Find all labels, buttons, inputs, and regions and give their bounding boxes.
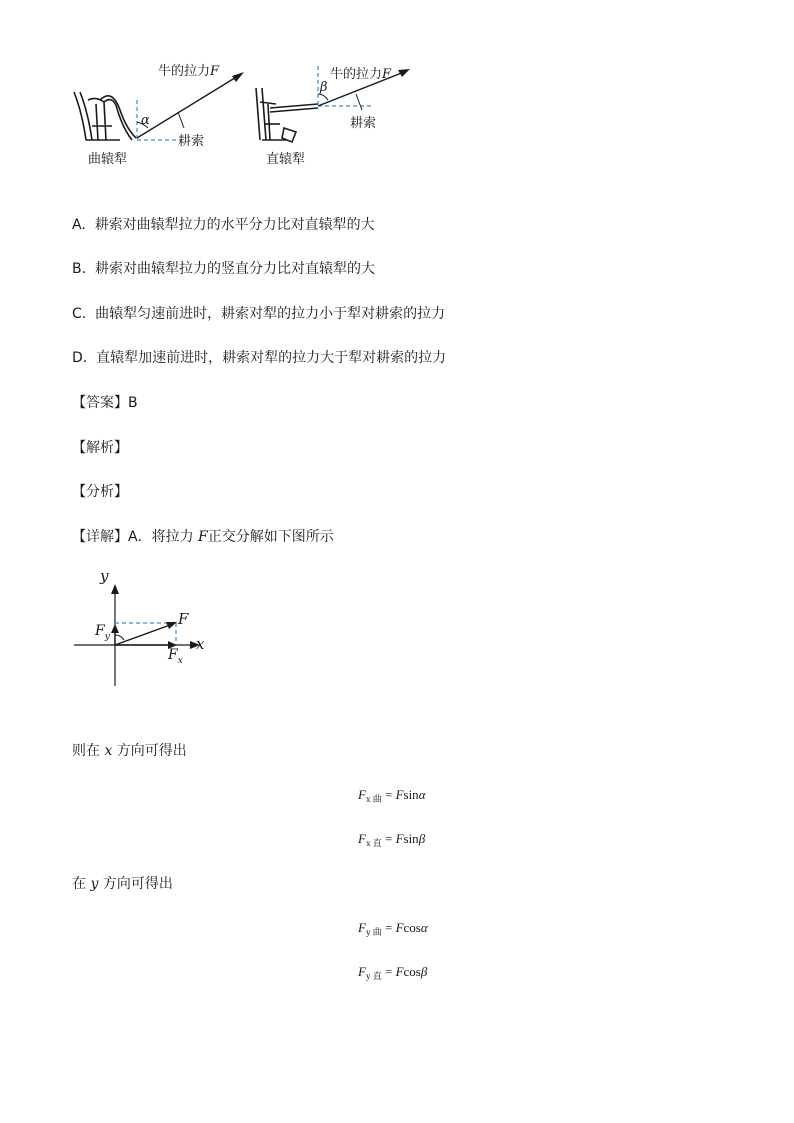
option-d-text: 直辕犁加速前进时，耕索对犁的拉力大于犁对耕索的拉力 bbox=[96, 350, 447, 366]
eq3-sub: y 曲 bbox=[365, 927, 382, 937]
right-angle-label: β bbox=[320, 80, 328, 95]
x-axis-label: x bbox=[196, 635, 205, 653]
f-vector bbox=[115, 625, 170, 645]
option-a-letter: A. bbox=[72, 217, 86, 233]
answer-value: B bbox=[128, 395, 138, 411]
equation-fy-straight: $F_{y 直} = Fcos\beta$ bbox=[358, 964, 428, 981]
detail-symbol: F bbox=[198, 529, 208, 545]
eq2-sub: x 直 bbox=[365, 838, 382, 848]
fenxi-tag: 【分析】 bbox=[72, 484, 128, 500]
f-label: F bbox=[178, 610, 189, 628]
analysis-tag: 【解析】 bbox=[72, 440, 128, 456]
eq1-sub: x 曲 bbox=[365, 794, 382, 804]
option-c-letter: C. bbox=[72, 306, 87, 322]
eq2-func: sin bbox=[403, 831, 419, 846]
eq3-angle: α bbox=[420, 920, 428, 935]
option-b-text: 耕索对曲辕犁拉力的竖直分力比对直辕犁的大 bbox=[94, 261, 375, 277]
detail-tail: 正交分解如下图所示 bbox=[207, 529, 334, 545]
y-axis-arrowhead bbox=[111, 584, 119, 594]
left-force-symbol: F bbox=[210, 64, 220, 79]
left-rope-label: 耕索 bbox=[178, 134, 205, 149]
eq4-rhs-f: F bbox=[395, 964, 404, 979]
x-direction-var: x bbox=[104, 743, 113, 759]
x-direction-pre: 则在 bbox=[72, 743, 105, 759]
option-c-text: 曲辕犁匀速前进时，耕索对犁的拉力小于犁对耕索的拉力 bbox=[95, 306, 446, 322]
equation-fy-curved: $F_{y 曲} = Fcos\alpha$ bbox=[358, 920, 428, 937]
eq4-lhs-f: F bbox=[358, 964, 366, 979]
right-force-symbol: F bbox=[382, 67, 392, 82]
eq3-func: cos bbox=[403, 920, 421, 935]
y-axis-label: y bbox=[100, 567, 109, 585]
eq4-angle: β bbox=[420, 964, 428, 979]
eq1-angle: α bbox=[418, 787, 426, 802]
y-direction-pre: 在 bbox=[72, 876, 91, 892]
x-direction-post: 方向可得出 bbox=[112, 743, 187, 759]
eq2-lhs-f: F bbox=[358, 831, 366, 846]
fy-main: F bbox=[95, 623, 105, 639]
eq4-func: cos bbox=[403, 964, 421, 979]
detail-lead: A．将拉力 bbox=[128, 529, 199, 545]
right-force-text: 牛的拉力 bbox=[330, 67, 383, 82]
option-b-letter: B. bbox=[72, 261, 87, 277]
fy-label bbox=[95, 623, 110, 642]
f-vector-arrowhead bbox=[166, 622, 177, 629]
fy-sub: y bbox=[104, 631, 110, 642]
option-d-letter: D. bbox=[72, 350, 88, 366]
axes-angle-arc bbox=[115, 635, 124, 640]
y-direction-line bbox=[72, 875, 173, 893]
equation-fx-straight: $F_{x 直} = Fsin\beta$ bbox=[358, 831, 426, 848]
detail-tag: 【详解】 bbox=[72, 529, 128, 545]
eq2-angle: β bbox=[418, 831, 426, 846]
eq2-rhs-f: F bbox=[395, 831, 404, 846]
x-direction-line bbox=[72, 742, 187, 760]
left-angle-label: α bbox=[141, 113, 150, 128]
fy-vector-arrowhead bbox=[111, 624, 119, 633]
eq4-sub: y 直 bbox=[365, 971, 382, 981]
left-force-text: 牛的拉力 bbox=[158, 64, 211, 79]
equation-fx-curved: $F_{x 曲} = Fsin\alpha$ bbox=[358, 787, 426, 804]
right-rope-label: 耕索 bbox=[350, 116, 377, 131]
option-a-text: 耕索对曲辕犁拉力的水平分力比对直辕犁的大 bbox=[94, 217, 375, 233]
fx-main: F bbox=[168, 647, 178, 663]
eq3-lhs-f: F bbox=[358, 920, 366, 935]
eq1-rhs-f: F bbox=[395, 787, 404, 802]
eq3-rhs-f: F bbox=[395, 920, 404, 935]
left-plough-caption: 曲辕犁 bbox=[88, 152, 128, 167]
answer-tag: 【答案】 bbox=[72, 395, 128, 411]
right-plough-caption: 直辕犁 bbox=[266, 152, 306, 167]
y-direction-var: y bbox=[90, 876, 99, 892]
fx-sub: x bbox=[177, 655, 183, 666]
eq1-lhs-f: F bbox=[358, 787, 366, 802]
y-direction-post: 方向可得出 bbox=[98, 876, 173, 892]
eq1-func: sin bbox=[403, 787, 419, 802]
fx-label bbox=[168, 647, 183, 666]
